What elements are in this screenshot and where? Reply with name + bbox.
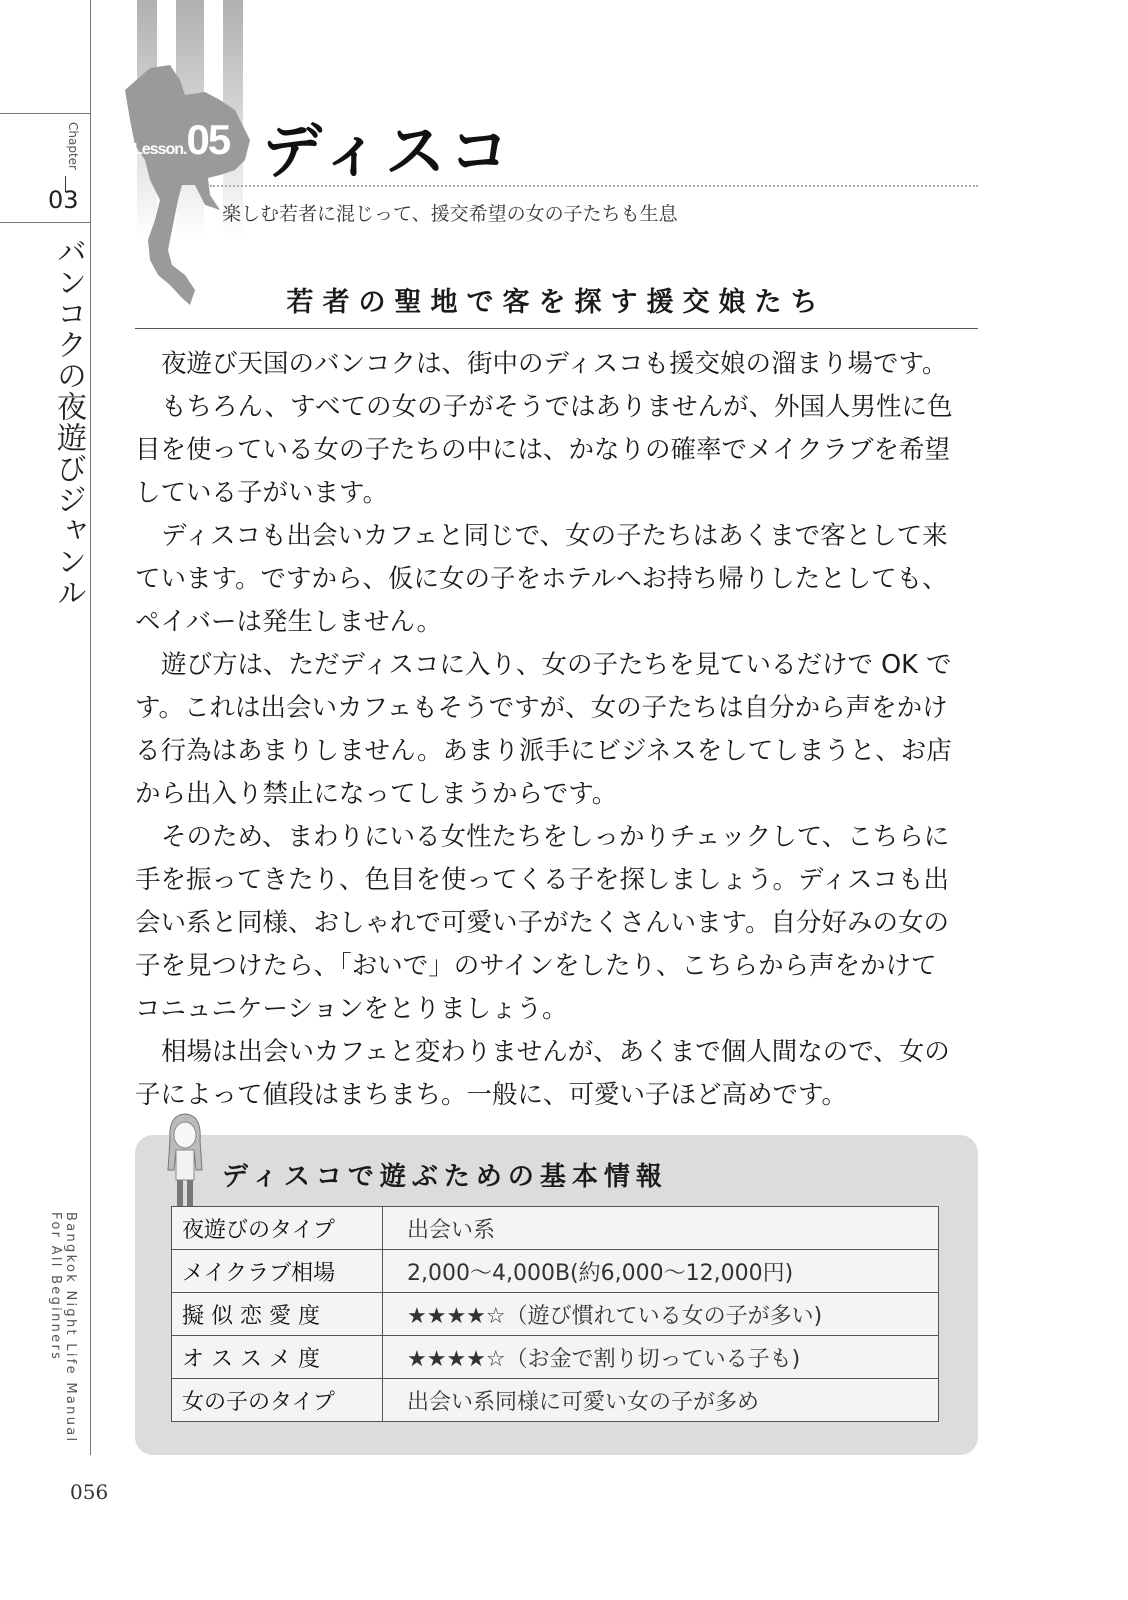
body-line: 子によって値段はまちまち。一般に、可愛い子ほど高めです。 [135, 1080, 847, 1110]
chapter-title: バンコクの夜遊びジャンル [51, 236, 86, 608]
margin-rule [90, 0, 91, 1455]
page-subtitle: 楽しむ若者に混じって、援交希望の女の子たちも生息 [222, 203, 678, 225]
body-line: ディスコも出会いカフェと同じで、女の子たちはあくまで客として来 [161, 521, 948, 551]
row-key: メイクラブ相場 [172, 1250, 383, 1293]
body-line: もちろん、すべての女の子がそうではありませんが、外国人男性に色 [161, 392, 953, 422]
body-line: コニュニケーションをとりましょう。 [135, 994, 568, 1024]
table-row [172, 1379, 939, 1422]
row-value: ★★★★☆（遊び慣れている女の子が多い) [383, 1293, 939, 1336]
row-key: オ ス ス メ 度 [172, 1336, 383, 1379]
body-line: 遊び方は、ただディスコに入り、女の子たちを見ているだけで OK で [161, 650, 952, 680]
body-line: から出入り禁止になってしまうからです。 [135, 779, 618, 809]
table-row [172, 1250, 939, 1293]
body-text [135, 343, 995, 1117]
body-line: ペイバーは発生しません。 [135, 607, 443, 637]
row-key: 女の子のタイプ [172, 1379, 383, 1422]
lesson-number: 05 [186, 116, 230, 163]
chapter-divider-top [0, 113, 90, 114]
body-line: 子を見つけたら、「おいで」のサインをしたり、こちらから声をかけて [135, 951, 937, 981]
table-row [172, 1336, 939, 1379]
body-line: 会い系と同様、おしゃれで可愛い子がたくさんいます。自分好みの女の [135, 908, 949, 938]
body-line: 相場は出会いカフェと変わりませんが、あくまで個人間なので、女の [161, 1037, 950, 1067]
dotted-divider [210, 185, 978, 187]
body-line: す。これは出会いカフェもそうですが、女の子たちは自分から声をかけ [135, 693, 948, 723]
info-box-title: ディスコで遊ぶための基本情報 [222, 1162, 668, 1192]
row-value: 出会い系 [383, 1207, 939, 1250]
body-line: る行為はあまりしません。あまり派手にビジネスをしてしまうと、お店 [135, 736, 952, 766]
row-value: 出会い系同様に可愛い女の子が多め [383, 1379, 939, 1422]
body-line: ています。ですから、仮に女の子をホテルへお持ち帰りしたとしても、 [135, 564, 948, 594]
book-title-line2: For All Beginners [48, 1212, 63, 1362]
table-row [172, 1293, 939, 1336]
page-title: ディスコ [262, 117, 514, 187]
section-rule [135, 328, 978, 329]
row-value: 2,000〜4,000B(約6,000〜12,000円) [383, 1250, 939, 1293]
girl-illustration-icon [160, 1110, 210, 1210]
table-row [172, 1207, 939, 1250]
info-table [171, 1206, 939, 1422]
body-line: 手を振ってきたり、色目を使ってくる子を探しましょう。ディスコも出 [135, 865, 949, 895]
body-line: そのため、まわりにいる女性たちをしっかりチェックして、こちらに [161, 822, 950, 852]
book-title [48, 1212, 78, 1443]
body-line: 目を使っている女の子たちの中には、かなりの確率でメイクラブを希望 [135, 435, 950, 465]
body-line: 夜遊び天国のバンコクは、街中のディスコも援交娘の溜まり場です。 [161, 349, 948, 379]
chapter-divider-bottom [0, 222, 90, 223]
row-key: 擬 似 恋 愛 度 [172, 1293, 383, 1336]
section-heading: 若者の聖地で客を探す援交娘たち [286, 287, 827, 318]
chapter-label: Chapter [66, 122, 80, 170]
book-title-line1: Bangkok Night Life Manual [63, 1212, 78, 1444]
chapter-number: 03 [48, 186, 79, 214]
page-number: 056 [70, 1480, 109, 1504]
row-key: 夜遊びのタイプ [172, 1207, 383, 1250]
body-line: している子がいます。 [135, 478, 388, 508]
lesson-prefix: Lesson. [133, 141, 187, 158]
row-value: ★★★★☆（お金で割り切っている子も) [383, 1336, 939, 1379]
lesson-badge [133, 116, 229, 164]
